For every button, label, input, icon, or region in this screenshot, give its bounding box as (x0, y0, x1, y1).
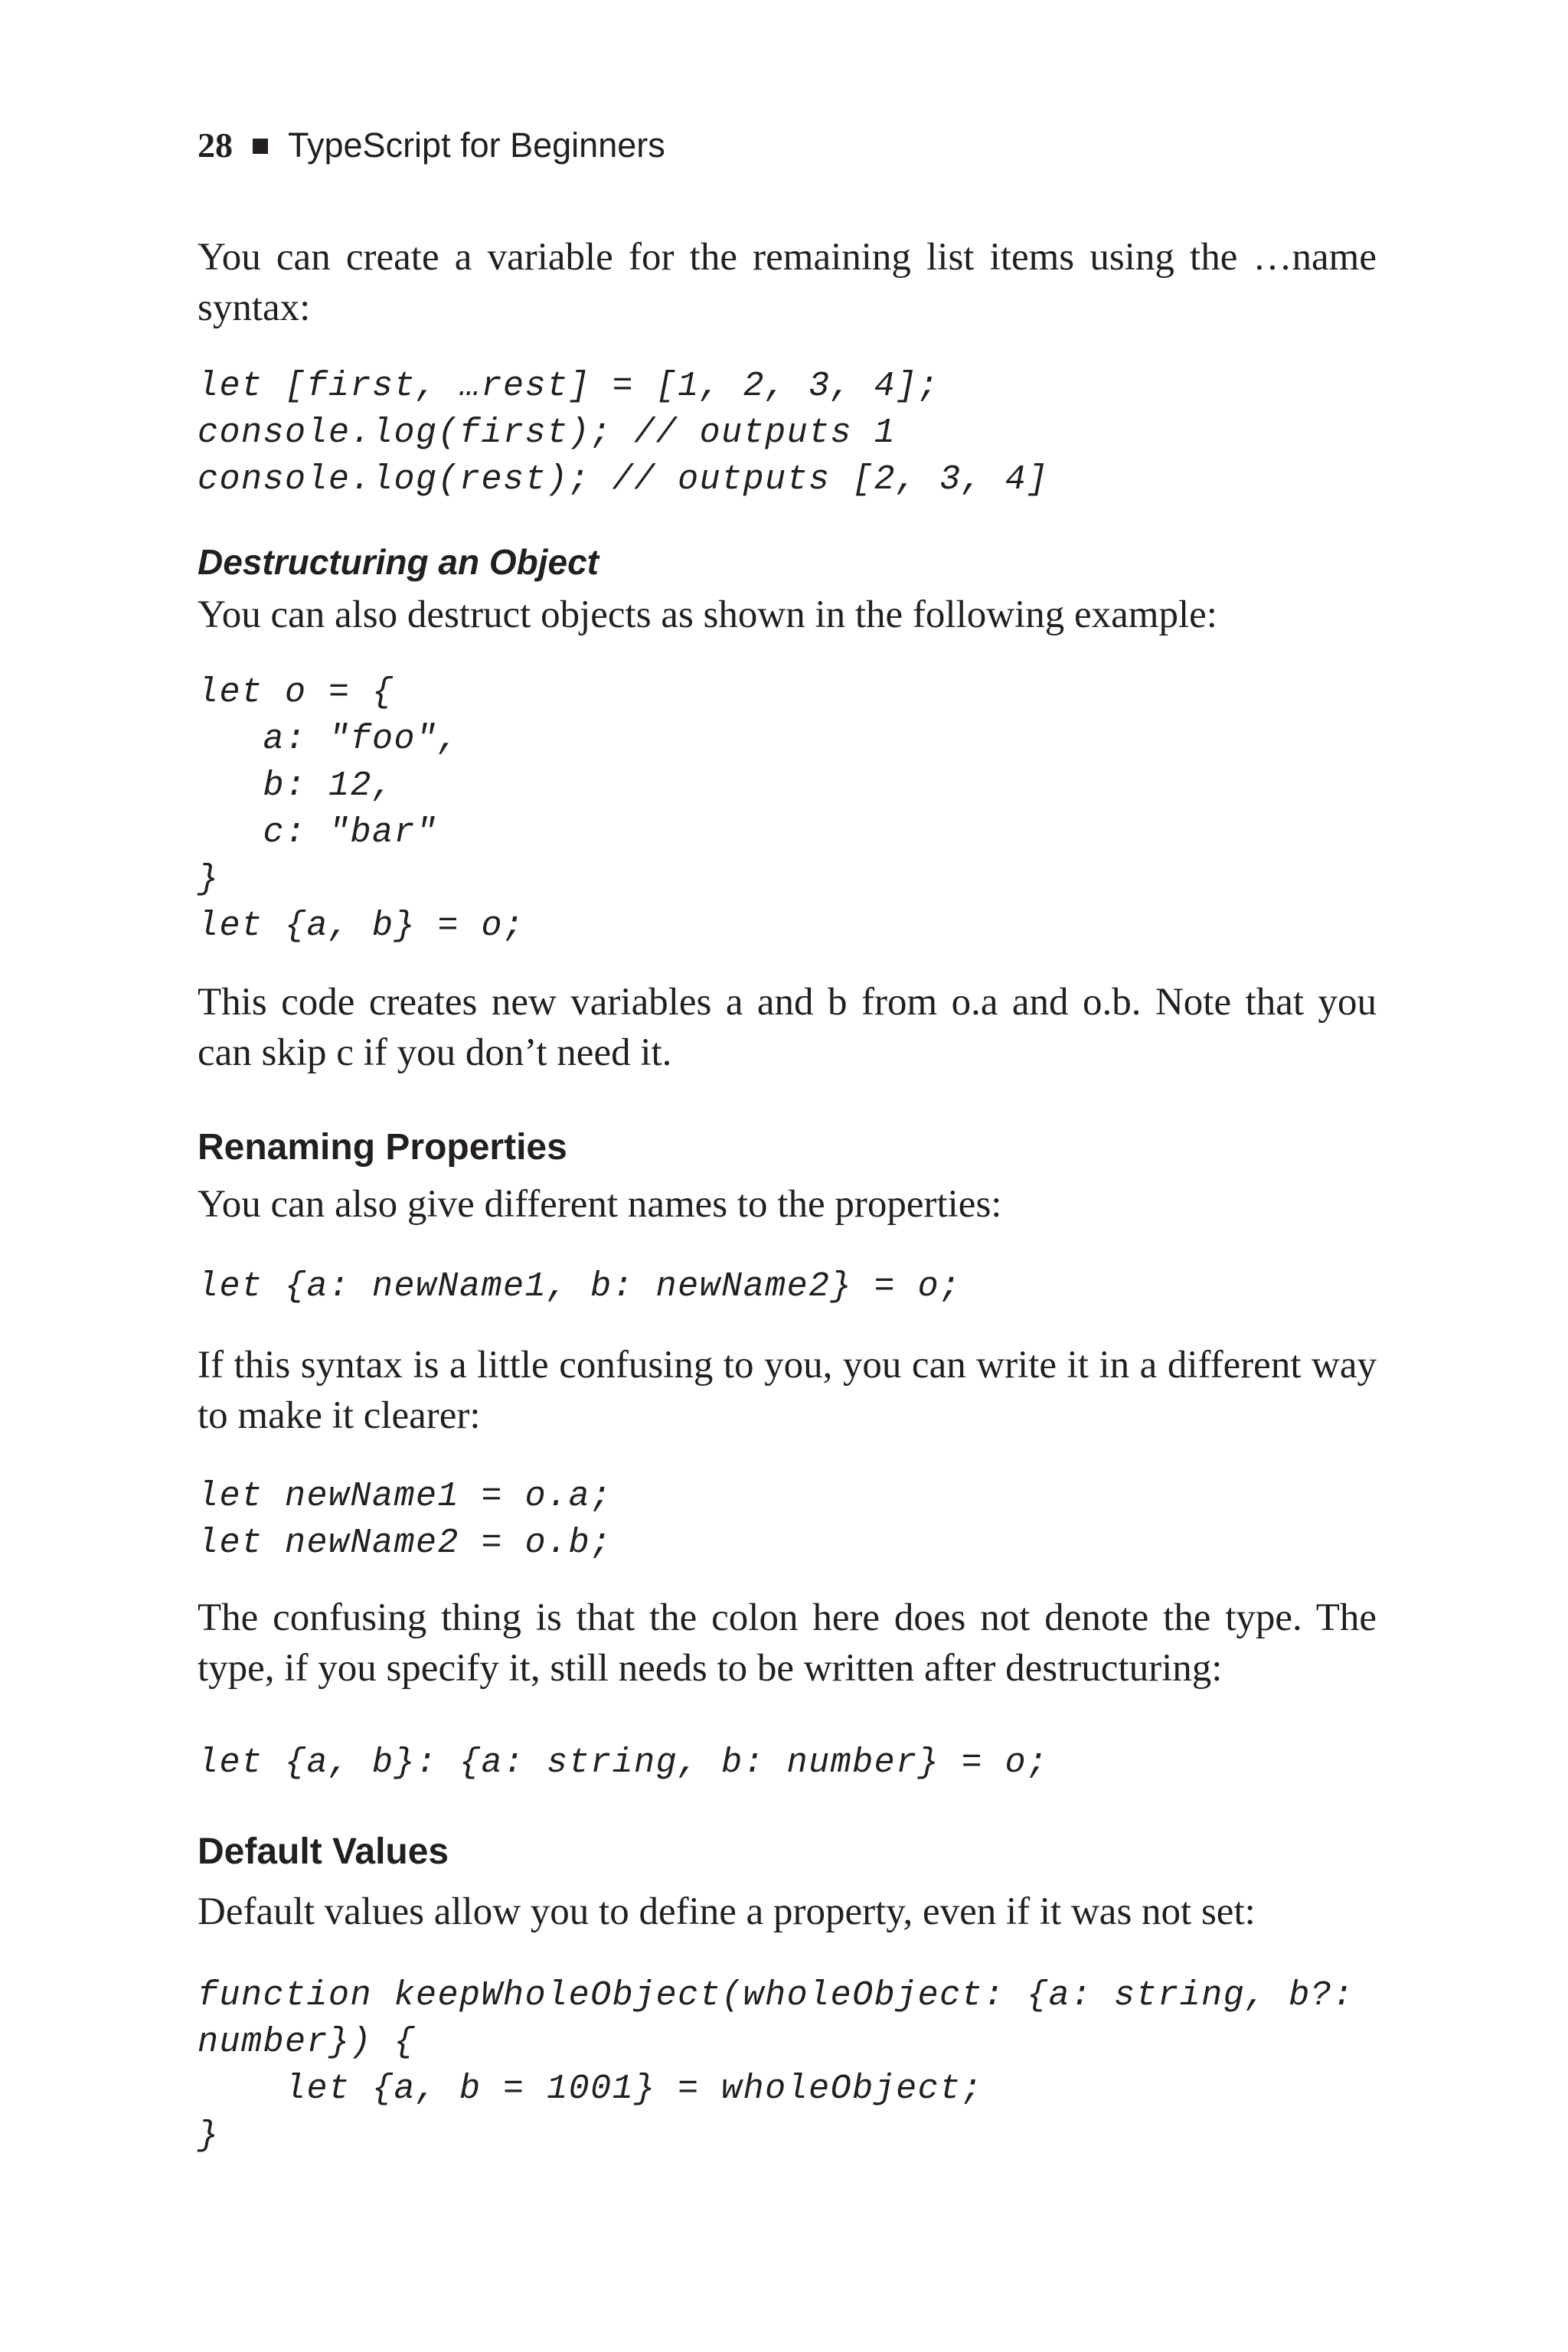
paragraph-different-names: You can also give different names to the properties: (198, 1183, 1002, 1226)
paragraph-default-values: Default values allow you to define a property, even if it was not set: (198, 1890, 1256, 1933)
paragraph-colon-type: The confusing thing is that the colon here does not denote the type. The type, if you specify it, still needs to be written after destructuring: (198, 1596, 1377, 1690)
running-header (198, 122, 665, 168)
paragraph-new-variables: This code creates new variables a and b from o.a and o.b. Note that you can skip c if you don’t need it. (198, 981, 1377, 1074)
book-title: TypeScript for Beginners (288, 126, 665, 165)
code-block-default: function keepWholeObject(wholeObject: {a: string, b?: number}) { let {a, b = 1001} = wholeObject; } (198, 1976, 1354, 2155)
paragraph-confusing-syntax: If this syntax is a little confusing to you, you can write it in a different way to make it clearer: (198, 1344, 1377, 1437)
heading-default-values: Default Values (198, 1831, 449, 1872)
page-number: 28 (198, 126, 233, 165)
code-block-rest: let [first, …rest] = [1, 2, 3, 4]; console.log(first); // outputs 1 console.log(rest); // outputs [2, 3, 4] (198, 367, 1049, 499)
heading-destructuring-object: Destructuring an Object (198, 542, 599, 582)
code-block-clearer: let newName1 = o.a; let newName2 = o.b; (198, 1477, 612, 1563)
paragraph-destruct-objects: You can also destruct objects as shown in the following example: (198, 593, 1217, 636)
code-block-typed: let {a, b}: {a: string, b: number} = o; (198, 1743, 1049, 1782)
code-block-object: let o = { a: "foo", b: 12, c: "bar" } let {a, b} = o; (198, 673, 525, 946)
code-block-rename: let {a: newName1, b: newName2} = o; (198, 1267, 962, 1306)
heading-renaming-properties: Renaming Properties (198, 1127, 567, 1168)
paragraph-rest-syntax: You can create a variable for the remaining list items using the …name syntax: (198, 236, 1377, 329)
header-separator-square-icon (253, 139, 268, 154)
